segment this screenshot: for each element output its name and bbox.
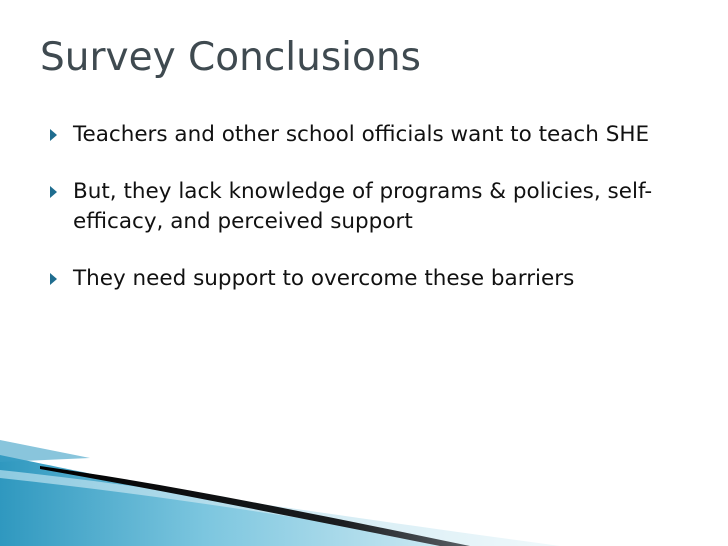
slide-title: Survey Conclusions xyxy=(40,35,421,80)
bullet-item xyxy=(48,120,688,149)
bullet-list xyxy=(48,120,688,322)
bullet-item xyxy=(48,264,688,293)
triangle-bullet-icon xyxy=(50,273,57,285)
triangle-bullet-icon xyxy=(50,129,57,141)
triangle-bullet-icon xyxy=(50,186,57,198)
bullet-text: They need support to overcome these barriers xyxy=(73,266,575,292)
bullet-text: Teachers and other school officials want to teach SHE xyxy=(73,122,650,147)
bullet-text: But, they lack knowledge of programs & policies, self-efficacy, and perceived support xyxy=(73,179,653,234)
bullet-item xyxy=(48,177,688,236)
